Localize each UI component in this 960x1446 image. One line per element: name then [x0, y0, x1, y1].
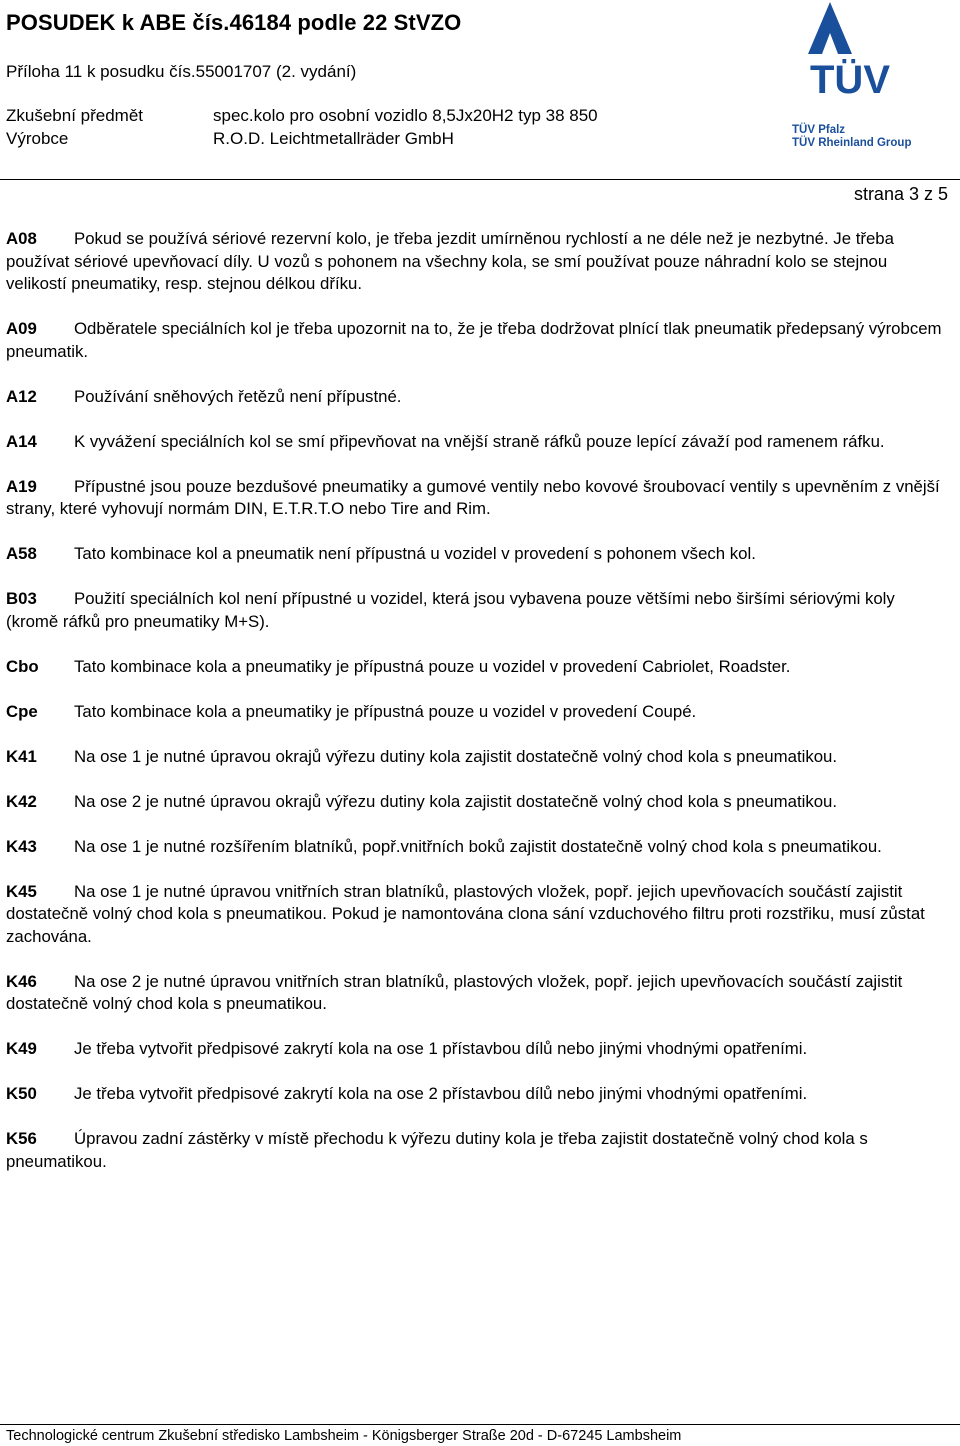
logo-line2: TÜV Rheinland Group — [792, 137, 912, 149]
manufacturer-row — [6, 129, 454, 149]
logo-line1: TÜV Pfalz — [792, 124, 846, 136]
condition-code: K56 — [6, 1129, 37, 1148]
condition-code: K41 — [6, 746, 37, 766]
condition-text: Přípustné jsou pouze bezdušové pneumatiky a gumové ventily nebo kovové šroubovací ventily s upevněním z vnější strany, které vyhovují normám DIN, E.T.R.T.O nebo Tire and Rim. — [6, 476, 940, 518]
footer-text: Technologické centrum Zkušební středisko Lambsheim - Königsberger Straße 20d - D-67245 Lambsheim — [6, 1428, 682, 1444]
condition-item — [6, 1083, 951, 1106]
document-title: POSUDEK k ABE čís.46184 podle 22 StVZO — [6, 10, 462, 35]
condition-item — [6, 476, 951, 521]
tuv-logo — [790, 0, 960, 160]
conditions-list — [6, 228, 951, 1196]
condition-item — [6, 543, 951, 566]
condition-item — [6, 1038, 951, 1061]
condition-code: A12 — [6, 386, 37, 406]
condition-text: Odběratele speciálních kol je třeba upozornit na to, že je třeba dodržovat plnící tlak pneumatik předepsaný výrobcem pneumatik. — [6, 319, 942, 361]
tuv-triangle-icon — [808, 2, 852, 54]
manufacturer-label: Výrobce — [6, 129, 69, 148]
condition-text: Používání sněhových řetězů není přípustné. — [74, 386, 402, 406]
condition-text: Na ose 2 je nutné úpravou vnitřních stran blatníků, plastových vložek, popř. jejich upevňovacích součástí zajistit dostatečně volný chod kola s pneumatikou. — [6, 971, 903, 1013]
condition-text: Tato kombinace kola a pneumatiky je přípustná pouze u vozidel v provedení Cabriolet, Roadster. — [74, 656, 791, 676]
condition-item — [6, 836, 951, 859]
condition-item — [6, 746, 951, 769]
test-subject-label: Zkušební předmět — [6, 106, 144, 125]
condition-text: Na ose 1 je nutné rozšířením blatníků, popř.vnitřních boků zajistit dostatečně volný chod kola s pneumatikou. — [74, 836, 882, 856]
condition-item — [6, 228, 951, 296]
tuv-logo-graphic — [790, 0, 960, 160]
test-subject-value: spec.kolo pro osobní vozidlo 8,5Jx20H2 typ 38 850 — [213, 106, 598, 125]
condition-code: A19 — [6, 476, 37, 496]
condition-code: K46 — [6, 971, 37, 991]
condition-text: Na ose 1 je nutné úpravou okrajů výřezu dutiny kola zajistit dostatečně volný chod kola s pneumatikou. — [74, 746, 838, 766]
header-divider — [0, 179, 960, 180]
condition-item — [6, 318, 951, 363]
condition-text: Tato kombinace kol a pneumatik není přípustná u vozidel v provedení s pohonem všech kol. — [74, 544, 756, 563]
condition-text: K vyvážení speciálních kol se smí připevňovat na vnější straně ráfků pouze lepící závaží pod ramenem ráfku. — [74, 431, 885, 451]
condition-code: K42 — [6, 791, 37, 811]
condition-code: A14 — [6, 431, 37, 451]
condition-item — [6, 386, 951, 409]
condition-code: Cbo — [6, 656, 39, 676]
condition-item — [6, 431, 951, 454]
condition-item — [6, 656, 951, 679]
condition-text: Je třeba vytvořit předpisové zakrytí kola na ose 1 přístavbou dílů nebo jinými vhodnými opatřeními. — [74, 1039, 808, 1058]
condition-item — [6, 971, 951, 1016]
test-subject-row — [6, 106, 598, 126]
condition-item — [6, 881, 951, 949]
document-subtitle: Příloha 11 k posudku čís.55001707 (2. vydání) — [6, 62, 357, 81]
condition-code: A08 — [6, 229, 37, 248]
condition-code: K50 — [6, 1084, 37, 1103]
condition-text: Na ose 1 je nutné úpravou vnitřních stran blatníků, plastových vložek, popř. jejich upevňovacích součástí zajistit dostatečně volný chod kola s pneumatikou. Pokud je namontována clona sání vzduchového filtru proti rozstřiku, musí zůstat zachována. — [6, 881, 925, 946]
logo-text: TÜV — [810, 58, 890, 102]
condition-text: Pokud se používá sériové rezervní kolo, je třeba jezdit umírněnou rychlostí a ne déle než je nezbytné. Je třeba používat sériové upevňovací díly. U vozů s pohonem na všechny kola, se smí používat pouze náhradní kolo se stejnou velikostí pneumatiky, resp. stejnou délkou dříku. — [6, 229, 894, 293]
condition-text: Na ose 2 je nutné úpravou okrajů výřezu dutiny kola zajistit dostatečně volný chod kola s pneumatikou. — [74, 791, 838, 811]
condition-text: Je třeba vytvořit předpisové zakrytí kola na ose 2 přístavbou dílů nebo jinými vhodnými opatřeními. — [74, 1084, 808, 1103]
condition-item — [6, 791, 951, 814]
condition-code: K45 — [6, 881, 37, 901]
condition-code: Cpe — [6, 701, 38, 721]
page-number: strana 3 z 5 — [853, 184, 948, 204]
condition-item — [6, 701, 951, 724]
condition-code: K49 — [6, 1039, 37, 1058]
condition-text: Tato kombinace kola a pneumatiky je přípustná pouze u vozidel v provedení Coupé. — [74, 701, 697, 721]
manufacturer-value: R.O.D. Leichtmetallräder GmbH — [213, 129, 454, 148]
condition-code: B03 — [6, 589, 37, 608]
condition-text: Použití speciálních kol není přípustné u vozidel, která jsou vybavena pouze většími nebo širšími sériovými koly (kromě ráfků pro pneumatiky M+S). — [6, 589, 895, 631]
condition-code: K43 — [6, 836, 37, 856]
condition-code: A58 — [6, 544, 37, 563]
condition-code: A09 — [6, 319, 37, 338]
footer-divider — [0, 1424, 960, 1425]
condition-item — [6, 588, 951, 633]
condition-item — [6, 1128, 951, 1173]
condition-text: Úpravou zadní zástěrky v místě přechodu k výřezu dutiny kola je třeba zajistit dostatečně volný chod kola s pneumatikou. — [6, 1129, 868, 1171]
